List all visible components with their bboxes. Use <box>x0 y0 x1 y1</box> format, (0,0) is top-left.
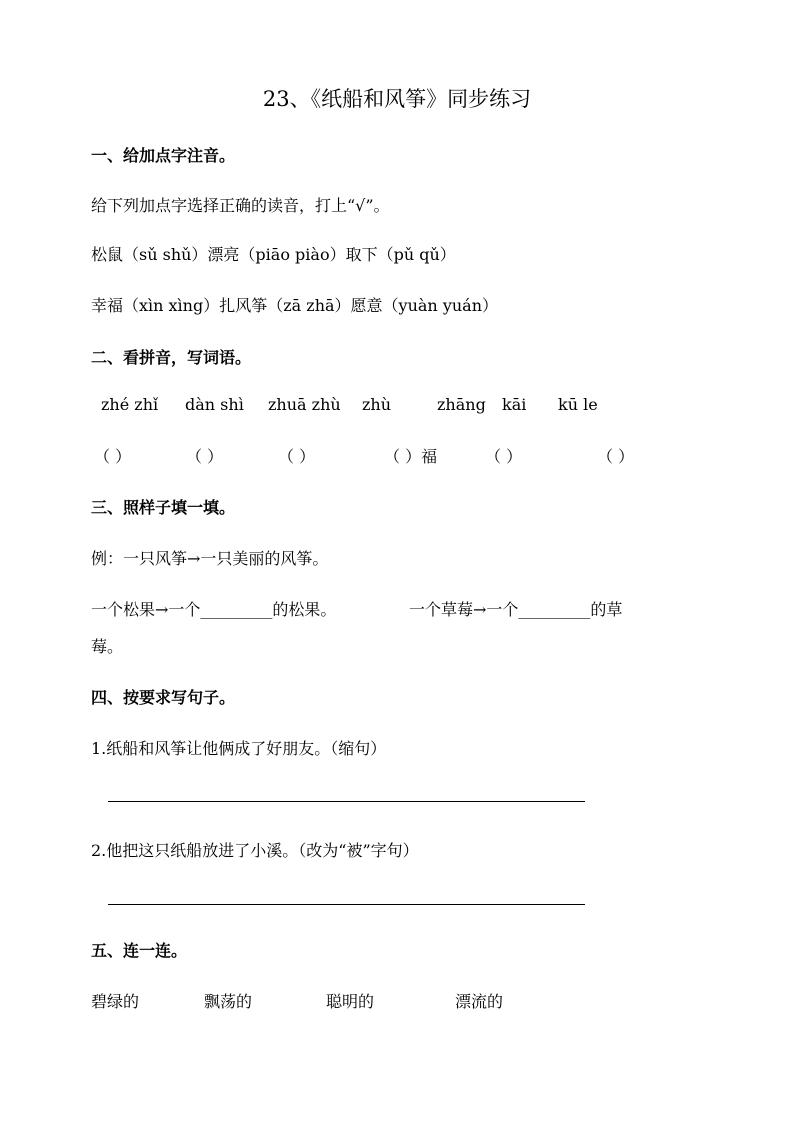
pinyin-item: zhù <box>362 395 392 414</box>
match-word[interactable]: 漂流的 <box>455 992 504 1011</box>
answer-line-2[interactable] <box>108 904 585 905</box>
answer-blank[interactable]: （ ） <box>94 447 132 466</box>
pinyin-item: zhuā zhù <box>268 395 341 414</box>
section-3-question-2: 一个草莓→一个_________的草 <box>409 600 623 619</box>
section-3-heading: 三、照样子填一填。 <box>91 498 236 517</box>
page-title: 23、《纸船和风筝》同步练习 <box>262 87 532 111</box>
section-1-instruction: 给下列加点字选择正确的读音，打上“√”。 <box>91 196 390 215</box>
pinyin-item: kāi <box>502 395 527 414</box>
section-2-heading: 二、看拼音，写词语。 <box>91 348 252 367</box>
section-5-heading: 五、连一连。 <box>91 941 188 960</box>
answer-blank[interactable]: （ ）福 <box>384 447 438 466</box>
section-4-question-2: 2.他把这只纸船放进了小溪。（改为“被”字句） <box>91 841 419 860</box>
answer-blank[interactable]: （ ） <box>485 447 523 466</box>
section-1-heading: 一、给加点字注音。 <box>91 146 236 165</box>
pinyin-item: zhāng <box>437 395 486 414</box>
section-1-line-2: 幸福（xìn xìng）扎风筝（zā zhā）愿意（yuàn yuán） <box>91 296 499 315</box>
section-1-line-1: 松鼠（sǔ shǔ）漂亮（piāo piào）取下（pǔ qǔ） <box>91 245 456 264</box>
answer-blank[interactable]: （ ） <box>278 447 316 466</box>
section-4-question-1: 1.纸船和风筝让他俩成了好朋友。（缩句） <box>91 739 387 758</box>
pinyin-item: kū le <box>558 395 598 414</box>
section-3-question-1: 一个松果→一个_________的松果。 <box>91 600 337 619</box>
answer-blank[interactable]: （ ） <box>597 447 635 466</box>
match-word[interactable]: 碧绿的 <box>91 992 140 1011</box>
answer-line-1[interactable] <box>108 801 585 802</box>
match-word[interactable]: 聪明的 <box>326 992 375 1011</box>
pinyin-item: dàn shì <box>185 395 244 414</box>
pinyin-item: zhé zhǐ <box>101 395 159 414</box>
section-3-example: 例：一只风筝→一只美丽的风筝。 <box>91 549 329 568</box>
section-4-heading: 四、按要求写句子。 <box>91 688 236 707</box>
answer-blank[interactable]: （ ） <box>186 447 224 466</box>
match-word[interactable]: 飘荡的 <box>204 992 253 1011</box>
section-3-question-2-continued: 莓。 <box>91 637 124 656</box>
